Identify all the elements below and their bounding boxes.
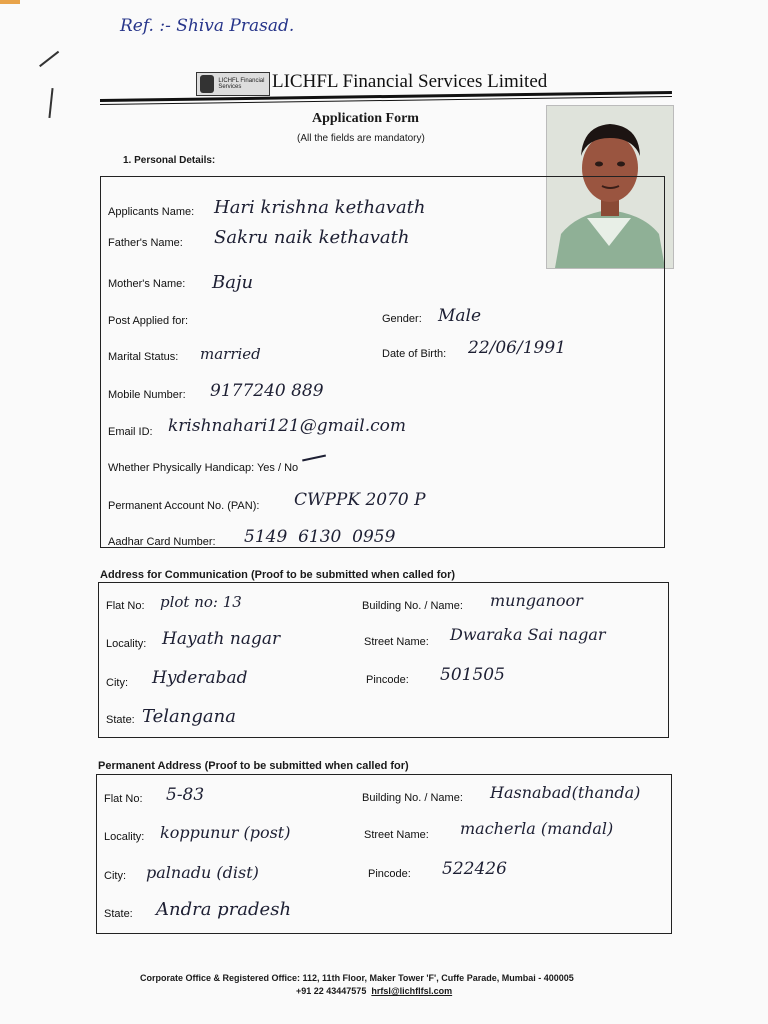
- perm-pincode-label: Pincode:: [368, 868, 411, 880]
- dob-value: 22/06/1991: [468, 338, 566, 358]
- footer-address: Corporate Office & Registered Office: 112, 11th Floor, Maker Tower 'F', Cuffe Parade, Mumbai - 400005: [140, 973, 574, 983]
- comm-address-heading: Address for Communication (Proof to be submitted when called for): [100, 569, 456, 581]
- marital-status-label: Marital Status:: [108, 351, 179, 363]
- footer-contact: [296, 986, 452, 996]
- applicant-name-value: Hari krishna kethavath: [214, 197, 426, 218]
- comm-city-label: City:: [106, 677, 128, 689]
- perm-city-value: palnadu (dist): [146, 863, 259, 882]
- pen-mark: [48, 88, 53, 118]
- perm-flat-label: Flat No:: [104, 793, 143, 805]
- perm-building-value: Hasnabad(thanda): [490, 783, 641, 802]
- company-name: LICHFL Financial Services Limited: [272, 71, 548, 92]
- reference-note: Ref. :- Shiva Prasad.: [120, 16, 295, 36]
- perm-flat-value: 5-83: [166, 785, 205, 805]
- section-personal-heading: 1. Personal Details:: [123, 155, 216, 166]
- gender-label: Gender:: [382, 313, 422, 325]
- corner-tab: [0, 0, 20, 4]
- comm-building-value: munganoor: [490, 591, 583, 610]
- form-title: Application Form: [312, 111, 419, 126]
- email-label: Email ID:: [108, 426, 153, 438]
- perm-city-label: City:: [104, 870, 126, 882]
- comm-locality-label: Locality:: [106, 638, 147, 650]
- mother-name-label: Mother's Name:: [108, 278, 186, 290]
- pan-label: Permanent Account No. (PAN):: [108, 500, 260, 512]
- logo-text: LICHFL Financial Services: [218, 78, 265, 90]
- form-subtitle: (All the fields are mandatory): [297, 133, 425, 144]
- comm-pincode-label: Pincode:: [366, 674, 409, 686]
- pen-mark: [39, 51, 59, 67]
- perm-address-heading: Permanent Address (Proof to be submitted when called for): [98, 760, 409, 772]
- comm-street-value: Dwaraka Sai nagar: [450, 625, 606, 644]
- comm-street-label: Street Name:: [364, 636, 429, 648]
- footer-email[interactable]: hrfsl@lichflfsl.com: [371, 986, 453, 996]
- perm-pincode-value: 522426: [442, 859, 507, 879]
- comm-building-label: Building No. / Name:: [362, 600, 463, 612]
- email-value: krishnahari121@gmail.com: [168, 416, 407, 436]
- gender-value: Male: [438, 306, 482, 326]
- comm-city-value: Hyderabad: [152, 668, 248, 688]
- comm-flat-value: plot no: 13: [160, 593, 242, 611]
- father-name-value: Sakru naik kethavath: [214, 227, 410, 248]
- applicant-name-label: Applicants Name:: [108, 206, 195, 218]
- logo-icon: [200, 75, 214, 93]
- perm-building-label: Building No. / Name:: [362, 792, 463, 804]
- perm-state-value: Andra pradesh: [156, 899, 292, 920]
- footer-phone: +91 22 43447575: [296, 986, 367, 996]
- mother-name-value: Baju: [212, 272, 254, 293]
- mobile-label: Mobile Number:: [108, 389, 186, 401]
- comm-locality-value: Hayath nagar: [162, 629, 281, 649]
- handicap-label: Whether Physically Handicap: Yes / No: [108, 462, 299, 474]
- perm-locality-label: Locality:: [104, 831, 145, 843]
- comm-flat-label: Flat No:: [106, 600, 145, 612]
- mobile-value: 9177240 889: [210, 381, 324, 401]
- marital-status-value: married: [200, 345, 261, 363]
- perm-locality-value: koppunur (post): [160, 823, 291, 842]
- dob-label: Date of Birth:: [382, 348, 447, 360]
- pan-value: CWPPK 2070 P: [294, 490, 426, 510]
- aadhar-value: 5149 6130 0959: [244, 527, 396, 547]
- comm-state-label: State:: [106, 714, 135, 726]
- perm-street-value: macherla (mandal): [460, 819, 614, 838]
- father-name-label: Father's Name:: [108, 237, 183, 249]
- comm-pincode-value: 501505: [440, 665, 505, 685]
- comm-state-value: Telangana: [142, 706, 236, 727]
- company-logo: [196, 72, 270, 96]
- aadhar-label: Aadhar Card Number:: [108, 536, 216, 548]
- perm-state-label: State:: [104, 908, 133, 920]
- perm-street-label: Street Name:: [364, 829, 429, 841]
- post-applied-label: Post Applied for:: [108, 315, 189, 327]
